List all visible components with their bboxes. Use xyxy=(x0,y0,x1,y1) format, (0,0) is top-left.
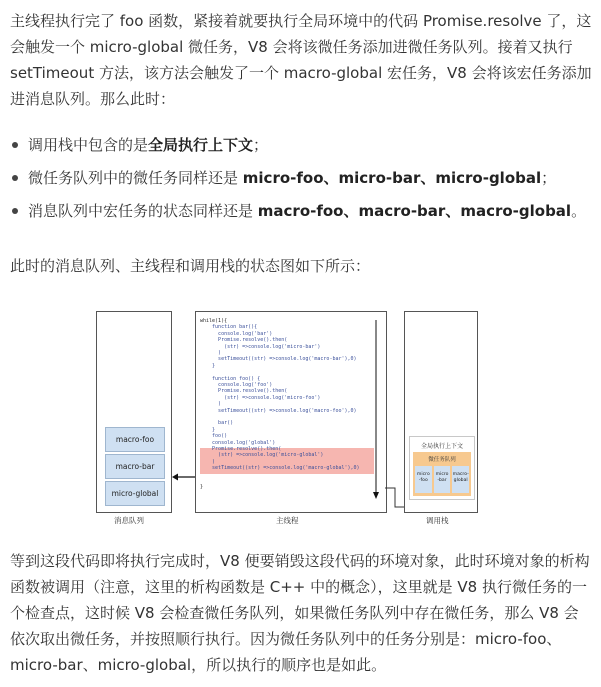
bullet-suffix: ； xyxy=(541,169,557,187)
main-thread-caption: 主线程 xyxy=(276,516,299,525)
microtask-item: macro- global xyxy=(452,466,469,493)
code-line: (str) =>console.log('micro-foo') xyxy=(200,394,321,401)
code-line: function foo() { xyxy=(200,375,261,382)
code-line: foo() xyxy=(200,433,228,440)
event-loop-diagram xyxy=(88,305,488,530)
state-bullet-list xyxy=(10,132,590,231)
code-line: (str) =>console.log('micro-bar') xyxy=(200,343,321,350)
code-line: console.log('foo') xyxy=(200,382,273,388)
microtask-item: micro -foo xyxy=(415,466,432,493)
call-stack-caption: 调用栈 xyxy=(426,516,449,525)
main-thread-box xyxy=(195,311,387,513)
queue-item: macro-bar xyxy=(105,454,165,479)
code-line: Promise.resolve().then( xyxy=(200,446,282,452)
call-stack-box xyxy=(404,311,478,513)
microtask-list xyxy=(415,466,469,493)
code-line: Promise.resolve().then( xyxy=(200,337,288,344)
bullet-microtask-queue xyxy=(10,165,590,198)
message-queue-caption: 消息队列 xyxy=(114,516,144,525)
main-thread-code xyxy=(200,316,382,510)
bullet-text: 微任务队列中的微任务同样还是 xyxy=(28,169,243,187)
code-line: ) xyxy=(200,458,216,465)
code-line: bar() xyxy=(200,420,234,427)
microtask-item: micro -bar xyxy=(434,466,451,493)
code-line: } xyxy=(200,362,216,369)
code-line: } xyxy=(200,426,216,433)
global-execution-context xyxy=(409,436,475,500)
message-queue-box xyxy=(96,311,172,513)
bullet-text: 调用栈中包含的是 xyxy=(28,136,149,154)
code-line: setTimeout((str) =>console.log('macro-global'),0) xyxy=(200,465,360,472)
bullet-bold: 全局执行上下文 xyxy=(148,136,254,154)
code-line: setTimeout((str) =>console.log('macro-bar'),0) xyxy=(200,356,357,363)
code-line: ) xyxy=(200,350,222,356)
code-line: (str) =>console.log('micro-global') xyxy=(200,452,324,459)
code-line: function bar(){ xyxy=(200,324,258,331)
queue-item: micro-global xyxy=(105,481,165,506)
queue-item: macro-foo xyxy=(105,427,165,452)
execution-arrow-icon xyxy=(372,320,380,500)
explanation-paragraph: 等到这段代码即将执行完成时，V8 便要销毁这段代码的环境对象，此时环境对象的析构函数被调用（注意，这里的析构函数是 C++ 中的概念），这里就是 V8 执行微任务的一个检查点，这时候 V8 会检查微任务队列，如果微任务队列中存在微任务，那么 V8 会依次取出微任务，并按照顺行执行。因为微任务队列中的任务分别是：micro-foo、micro-bar、micro-global，所以执行的顺序也是如此。 xyxy=(10,552,590,674)
context-title: 全局执行上下文 xyxy=(420,443,463,450)
bullet-message-queue xyxy=(10,198,590,231)
code-line: } xyxy=(200,484,204,491)
code-line: setTimeout((str) =>console.log('macro-foo'),0) xyxy=(200,407,357,414)
bullet-call-stack xyxy=(10,132,590,165)
bullet-bold: macro-foo、macro-bar、macro-global xyxy=(257,202,572,220)
intro-paragraph: 主线程执行完了 foo 函数，紧接着就要执行全局环境中的代码 Promise.resolve 了，这会触发一个 micro-global 微任务，V8 会将该微任务添加进微任务队列。接着又执行 setTimeout 方法，该方法会触发了一个 macro-global 宏任务，V8 会将该宏任务添加进消息队列。那么此时： xyxy=(10,12,592,108)
code-line: Promise.resolve().then( xyxy=(200,388,288,395)
code-line: while(1){ xyxy=(200,318,228,324)
microtask-queue-label: 微任务队列 xyxy=(428,457,456,463)
bullet-text: 消息队列中宏任务的状态同样还是 xyxy=(28,202,258,220)
code-line: console.log('global') xyxy=(200,439,276,446)
microtask-queue-panel xyxy=(413,452,471,496)
code-line: ) xyxy=(200,401,222,408)
code-line: console.log('bar') xyxy=(200,330,273,337)
bullet-suffix: 。 xyxy=(571,202,587,220)
bullet-bold: micro-foo、micro-bar、micro-global xyxy=(242,169,542,187)
bullet-suffix: ； xyxy=(253,136,269,154)
diagram-intro-paragraph: 此时的消息队列、主线程和调用栈的状态图如下所示： xyxy=(10,257,371,275)
